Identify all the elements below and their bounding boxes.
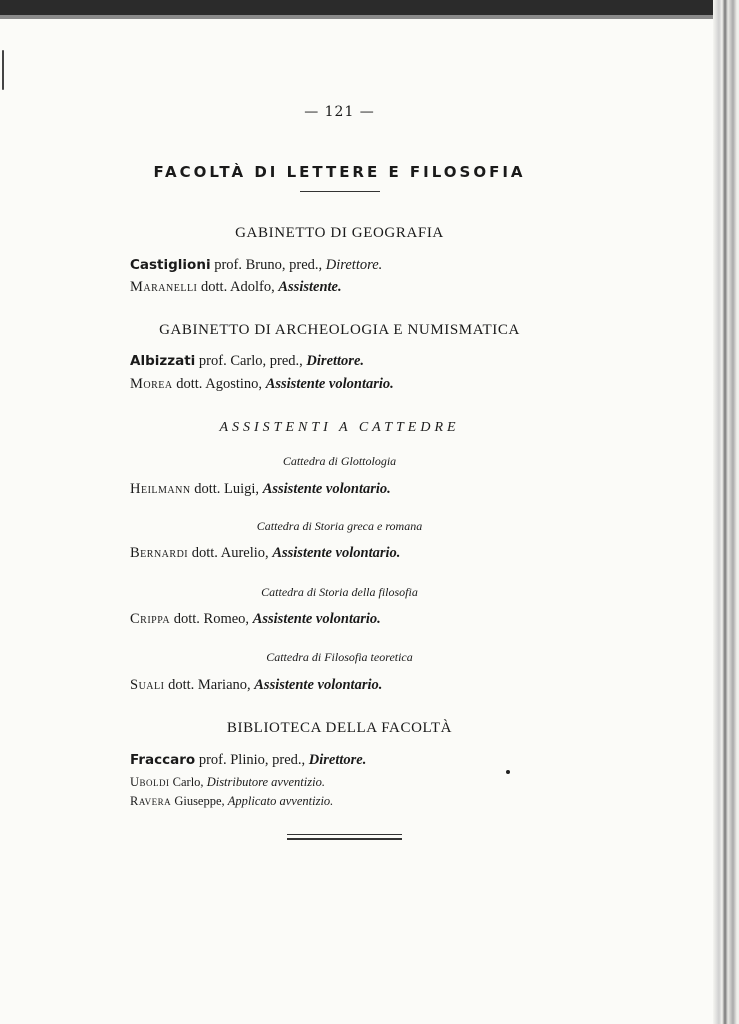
section-heading-archeologia: GABINETTO DI ARCHEOLOGIA E NUMISMATICA xyxy=(159,322,520,338)
staff-role: Direttore. xyxy=(308,752,367,768)
staff-role: Assistente volontario. xyxy=(265,376,394,392)
staff-role: Assistente. xyxy=(278,279,342,295)
staff-name: Heilmann xyxy=(130,481,191,497)
staff-role: Direttore. xyxy=(306,353,365,369)
staff-details: dott. Aurelio, xyxy=(188,545,273,561)
chair-title: Cattedra di Storia della filosofia xyxy=(261,585,418,599)
staff-name: Fraccaro xyxy=(130,752,196,768)
chair-title: Cattedra di Filosofia teoretica xyxy=(266,650,413,664)
staff-line xyxy=(130,752,366,769)
staff-name: Albizzati xyxy=(130,353,196,369)
staff-name: Crippa xyxy=(130,611,171,627)
staff-line xyxy=(130,545,400,562)
staff-line xyxy=(130,257,382,274)
scan-top-border xyxy=(0,0,739,15)
staff-line xyxy=(130,376,394,393)
chair-title: Cattedra di Storia greca e romana xyxy=(256,519,423,533)
scan-left-mark xyxy=(2,50,4,90)
title-divider xyxy=(300,191,380,192)
staff-line xyxy=(130,794,333,809)
staff-name: Ravera xyxy=(130,794,172,808)
staff-role: Applicato avventizio. xyxy=(227,794,334,808)
scan-top-border-shade xyxy=(0,15,739,19)
staff-details: dott. Luigi, xyxy=(190,481,263,497)
faculty-title: FACOLTÀ DI LETTERE E FILOSOFIA xyxy=(153,163,526,181)
staff-details: prof. Carlo, pred., xyxy=(195,353,307,369)
end-rule-thick xyxy=(287,838,402,840)
staff-details: Carlo, xyxy=(169,775,207,789)
ink-speck xyxy=(506,770,510,774)
staff-details: dott. Romeo, xyxy=(170,611,253,627)
end-rule xyxy=(287,834,402,835)
staff-line xyxy=(130,481,391,498)
staff-details: prof. Bruno, pred., xyxy=(210,257,326,273)
page-number: — 121 — xyxy=(304,104,375,120)
staff-name: Uboldi xyxy=(130,775,170,789)
chair-title: Cattedra di Glottologia xyxy=(282,454,397,468)
section-heading-assistenti: ASSISTENTI A CATTEDRE xyxy=(219,420,460,435)
staff-details: dott. Adolfo, xyxy=(197,279,279,295)
staff-name: Morea xyxy=(130,376,173,392)
staff-role: Distributore avventizio. xyxy=(206,775,325,789)
staff-line xyxy=(130,775,325,790)
staff-details: dott. Agostino, xyxy=(172,376,266,392)
staff-role: Assistente volontario. xyxy=(262,481,391,497)
staff-line xyxy=(130,353,364,370)
section-heading-biblioteca: BIBLIOTECA DELLA FACOLTÀ xyxy=(226,720,453,736)
staff-details: dott. Mariano, xyxy=(164,677,255,693)
staff-name: Maranelli xyxy=(130,279,198,295)
staff-name: Bernardi xyxy=(130,545,189,561)
staff-details: Giuseppe, xyxy=(171,794,228,808)
staff-name: Castiglioni xyxy=(130,257,211,273)
staff-line xyxy=(130,677,382,694)
staff-details: prof. Plinio, pred., xyxy=(195,752,309,768)
staff-role: Assistente volontario. xyxy=(252,611,381,627)
staff-role: Assistente volontario. xyxy=(254,677,383,693)
staff-line xyxy=(130,279,342,296)
staff-role: Direttore. xyxy=(325,257,383,273)
section-heading-geografia: GABINETTO DI GEOGRAFIA xyxy=(235,225,444,241)
scan-right-binding-edge xyxy=(713,0,739,1024)
staff-line xyxy=(130,611,381,628)
staff-name: Suali xyxy=(130,677,165,693)
staff-role: Assistente volontario. xyxy=(272,545,401,561)
